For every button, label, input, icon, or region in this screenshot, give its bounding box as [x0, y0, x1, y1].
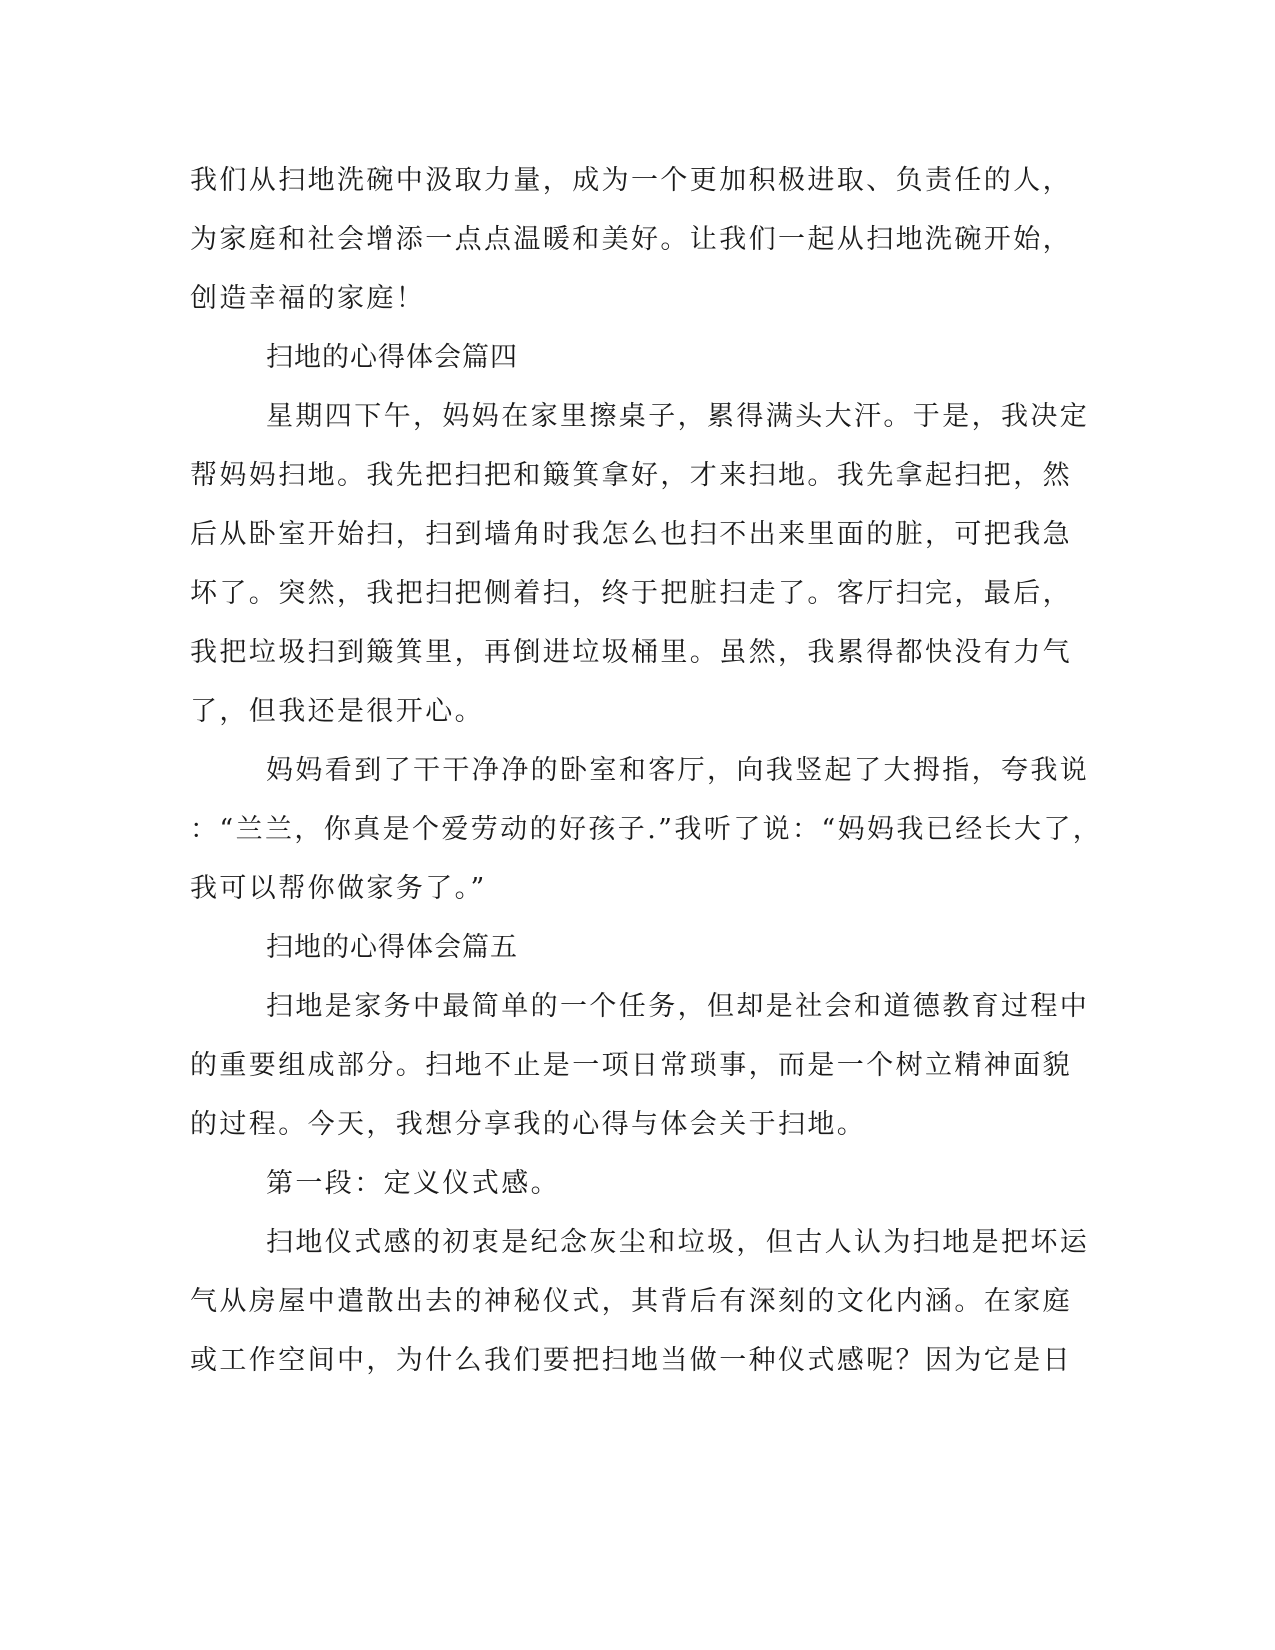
text-line: 妈妈看到了干干净净的卧室和客厅，向我竖起了大拇指，夸我说 — [266, 755, 1090, 786]
text-line: 坏了。突然，我把扫把侧着扫，终于把脏扫走了。客厅扫完，最后， — [190, 578, 1072, 609]
text-line: 气从房屋中遣散出去的神秘仪式，其背后有深刻的文化内涵。在家庭 — [190, 1286, 1072, 1317]
section-heading: 扫地的心得体会篇四 — [266, 342, 518, 373]
text-line: 了，但我还是很开心。 — [190, 696, 484, 727]
text-line: ：“兰兰，你真是个爱劳动的好孩子.”我听了说：“妈妈我已经长大了， — [190, 814, 1103, 845]
section-heading: 扫地的心得体会篇五 — [266, 932, 518, 963]
text-line: 扫地是家务中最简单的一个任务，但却是社会和道德教育过程中 — [266, 991, 1090, 1022]
text-line: 或工作空间中，为什么我们要把扫地当做一种仪式感呢？因为它是日 — [190, 1345, 1072, 1376]
text-line: 第一段：定义仪式感。 — [266, 1168, 560, 1199]
text-line: 的过程。今天，我想分享我的心得与体会关于扫地。 — [190, 1109, 867, 1140]
text-line: 扫地仪式感的初衷是纪念灰尘和垃圾，但古人认为扫地是把坏运 — [266, 1227, 1090, 1258]
text-line: 我可以帮你做家务了。” — [190, 873, 487, 904]
text-line: 为家庭和社会增添一点点温暖和美好。让我们一起从扫地洗碗开始， — [190, 224, 1072, 255]
text-line: 创造幸福的家庭！ — [190, 283, 426, 314]
text-line: 我们从扫地洗碗中汲取力量，成为一个更加积极进取、负责任的人， — [190, 165, 1072, 196]
text-line: 后从卧室开始扫，扫到墙角时我怎么也扫不出来里面的脏，可把我急 — [190, 519, 1072, 550]
text-line: 的重要组成部分。扫地不止是一项日常琐事，而是一个树立精神面貌 — [190, 1050, 1072, 1081]
text-line: 帮妈妈扫地。我先把扫把和簸箕拿好，才来扫地。我先拿起扫把，然 — [190, 460, 1072, 491]
text-line: 星期四下午，妈妈在家里擦桌子，累得满头大汗。于是，我决定 — [266, 401, 1090, 432]
text-line: 我把垃圾扫到簸箕里，再倒进垃圾桶里。虽然，我累得都快没有力气 — [190, 637, 1072, 668]
